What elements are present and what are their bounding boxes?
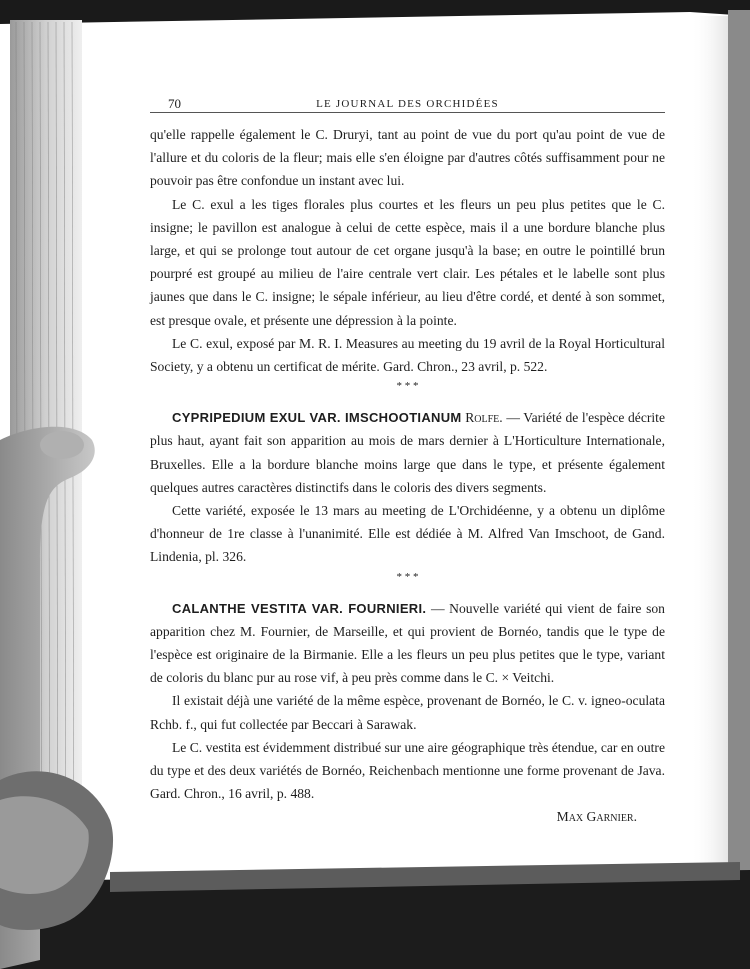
section-separator: * * *	[396, 570, 419, 583]
page-content	[150, 90, 665, 829]
paragraph: Le C. exul, exposé par M. R. I. Measures au meeting du 19 avril de la Royal Horticultural Society, y a obtenu un certificat de mérite. Gard. Chron., 23 avril, p. 522.	[150, 335, 665, 375]
section-paragraph	[150, 406, 665, 499]
section-text: . — Variété de l'espèce décrite plus haut, ayant fait son apparition au mois de mars dernier à L'Horticulture Internationale, Bruxelles. Elle a la bordure blanche moins large que dans le type, et présente également quelques autres caractères distinctifs dans le coloris des divers segments.	[150, 410, 665, 495]
section-paragraph	[150, 597, 665, 690]
section-text: — Nouvelle variété qui vient de faire son apparition chez M. Fournier, de Marseille, et qui provient de Bornéo, tandis que le type de l'espèce est originaire de la Birmanie. Elle a les fleurs un peu plus petites que le type, variant de coloris du blanc pur au rose vif, à peu près comme dans le C. × Veitchi.	[150, 600, 665, 686]
page-number: 70	[168, 96, 181, 111]
running-title: LE JOURNAL DES ORCHIDÉES	[316, 98, 499, 110]
section-heading: CALANTHE VESTITA VAR. FOURNIERI.	[172, 600, 427, 616]
signature: Max Garnier.	[556, 809, 637, 825]
paragraph: qu'elle rappelle également le C. Druryi, tant au point de vue du port qu'au point de vue de l'allure et du coloris de la fleur; mais elle s'en éloigne par d'autres côtés suffisamment pour ne pouvoir pas être confondue un instant avec lui.	[150, 127, 665, 189]
paragraph: Cette variété, exposée le 13 mars au meeting de L'Orchidéenne, y a obtenu un diplôme d'honneur de 1re classe à l'unanimité. Elle est dédiée à M. Alfred Van Imschoot, de Gand. Lindenia, pl. 326.	[150, 503, 665, 565]
section-heading: CYPRIPEDIUM EXUL VAR. IMSCHOOTIANUM	[172, 410, 462, 426]
running-header	[150, 90, 665, 113]
paragraph: Le C. exul a les tiges florales plus courtes et les fleurs un peu plus petites que le C. insigne; le pavillon est analogue à celui de cette espèce, mais il a une bordure blanche plus large, et qui se prolonge tout autour de cet organe jusqu'à la base; en outre le pointillé brun pourpré est groupé au milieu de l'aire centrale vert clair. Les pétales et le labelle sont plus jaunes que dans le C. insigne; le sépale inférieur, au lieu d'être cordé, et denté à son sommet, est presque ovale, et présente une dépression à la pointe.	[150, 196, 665, 328]
section-separator: * * *	[396, 380, 419, 393]
author-name: Rolfe	[465, 410, 500, 426]
paragraph: Le C. vestita est évidemment distribué sur une aire géographique très étendue, car en outre du type et des deux variétés de Bornéo, Reichenbach mentionne une forme provenant de Java. Gard. Chron., 16 avril, p. 488.	[150, 739, 665, 802]
paragraph: Il existait déjà une variété de la même espèce, provenant de Bornéo, le C. v. igneo-oculata Rchb. f., qui fut collectée par Beccari à Sarawak.	[150, 693, 665, 732]
